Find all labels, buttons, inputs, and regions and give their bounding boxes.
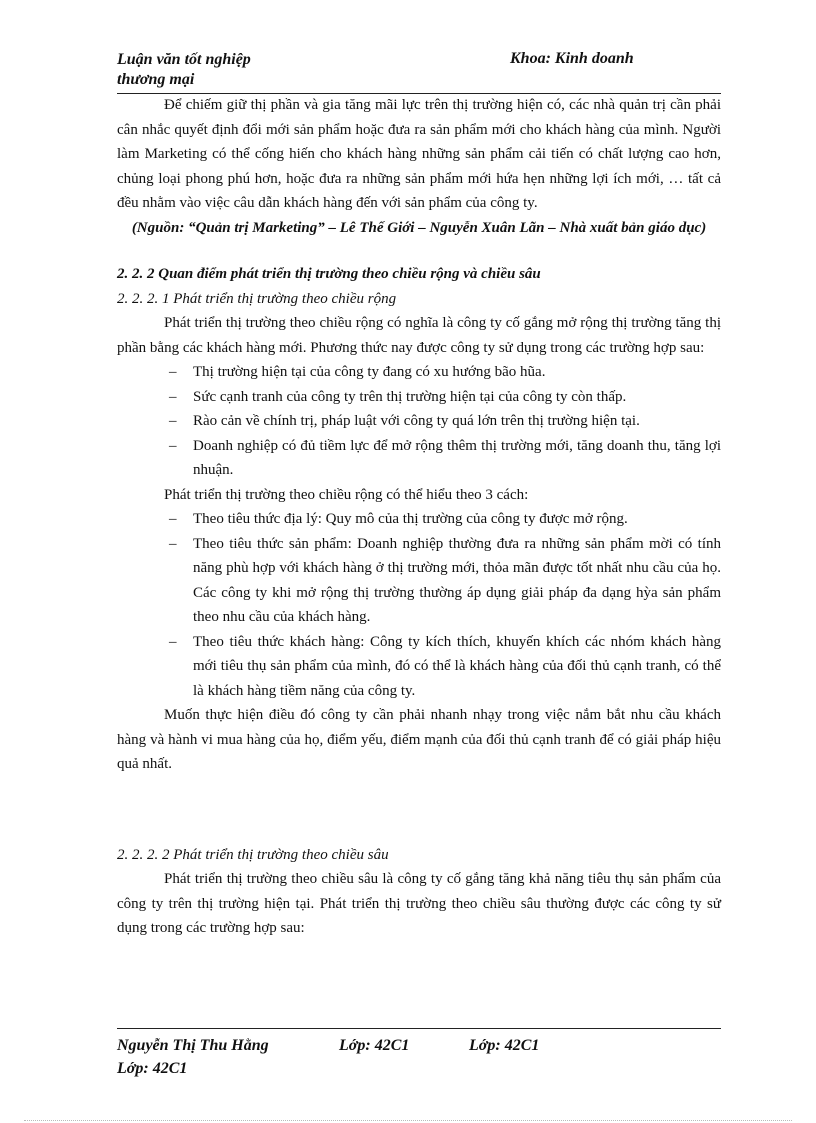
header-thesis-subtitle: thương mại [117, 71, 195, 88]
list-item: – Theo tiêu thức địa lý: Quy mô của thị trường của công ty được mở rộng. [193, 507, 721, 532]
list-item: – Rào cản về chính trị, pháp luật với công ty quá lớn trên thị trường hiện tại. [193, 409, 721, 434]
footer-rule [117, 1028, 721, 1029]
subsection-heading-breadth: 2. 2. 2. 1 Phát triển thị trường theo chiều rộng [117, 290, 397, 307]
header-faculty: Khoa: Kinh doanh [510, 50, 634, 67]
breadth-methods-list [117, 507, 721, 703]
list-item: – Theo tiêu thức khách hàng: Công ty kích thích, khuyến khích các nhóm khách hàng mới tiêu thụ sản phẩm của mình, đó có thể là khách hàng của đối thủ cạnh tranh, có thể là khách hàng tiềm năng của công ty. [193, 630, 721, 704]
depth-paragraph-1: Phát triển thị trường theo chiều sâu là công ty cố gắng tăng khả năng tiêu thụ sản phẩm của công ty trên thị trường hiện tại. Phát triển thị trường theo chiều sâu thường được các công ty sử dụng trong các trường hợp sau: [117, 871, 721, 936]
breadth-paragraph-2: Phát triển thị trường theo chiều rộng có thể hiểu theo 3 cách: [164, 486, 529, 503]
subsection-heading-depth: 2. 2. 2. 2 Phát triển thị trường theo chiều sâu [117, 846, 389, 863]
page-edge-dots [24, 1120, 792, 1121]
footer-class-3: Lớp: 42C1 [117, 1060, 188, 1077]
footer-author-name: Nguyễn Thị Thu Hằng [117, 1037, 269, 1054]
footer-class-2: Lớp: 42C1 [469, 1037, 540, 1054]
footer [117, 1034, 721, 1080]
document-body [117, 93, 721, 941]
breadth-paragraph-1: Phát triển thị trường theo chiều rộng có nghĩa là công ty cố gắng mở rộng thị trường tăng thị phần bằng các khách hàng mới. Phương thức nay được công ty sử dụng trong các trường hợp sau: [117, 315, 721, 356]
intro-paragraph: Để chiếm giữ thị phần và gia tăng mãi lực trên thị trường hiện có, các nhà quản trị cần phải cân nhắc quyết định đổi mới sản phẩm hoặc đưa ra sản phẩm mới cho khách hàng của mình. Người làm Marketing có thể cống hiến cho khách hàng những sản phẩm cải tiến có chất lượng cao hơn, chủng loại phong phú hơn, hoặc đưa ra những sản phẩm mới hứa hẹn những lợi ích mới, … tất cả đều nhằm vào việc câu dẫn khách hàng đến với sản phẩm của công ty. [117, 97, 721, 211]
list-item: – Thị trường hiện tại của công ty đang có xu hướng bão hũa. [193, 360, 721, 385]
list-item: – Theo tiêu thức sản phẩm: Doanh nghiệp thường đưa ra những sản phẩm mời có tính năng phù hợp với khách hàng ở thị trường mới, thỏa mãn được tốt nhất nhu cầu của họ. Các công ty khi mở rộng thị trường thường áp dụng giải pháp đa dạng hỳa sản phẩm theo nhu cầu của khách hàng. [193, 532, 721, 630]
breadth-conditions-list [117, 360, 721, 483]
breadth-paragraph-3: Muốn thực hiện điều đó công ty cần phải nhanh nhạy trong việc nắm bắt nhu cầu khách hàng và hành vi mua hàng của họ, điểm yếu, điểm mạnh của đối thủ cạnh tranh để có giải pháp hiệu quả nhất. [117, 707, 721, 772]
list-item: – Sức cạnh tranh của công ty trên thị trường hiện tại của công ty còn thấp. [193, 385, 721, 410]
header-thesis-title: Luận văn tốt nghiệp [117, 51, 251, 68]
list-item: – Doanh nghiệp có đủ tiềm lực để mở rộng thêm thị trường mới, tăng doanh thu, tăng lợi nhuận. [193, 434, 721, 483]
header-left [117, 50, 251, 90]
footer-class-1: Lớp: 42C1 [339, 1037, 410, 1054]
section-heading: 2. 2. 2 Quan điểm phát triển thị trường theo chiều rộng và chiều sâu [117, 266, 541, 282]
source-citation: (Nguồn: “Quản trị Marketing” – Lê Thế Giới – Nguyễn Xuân Lãn – Nhà xuất bản giáo dục) [131, 219, 707, 236]
